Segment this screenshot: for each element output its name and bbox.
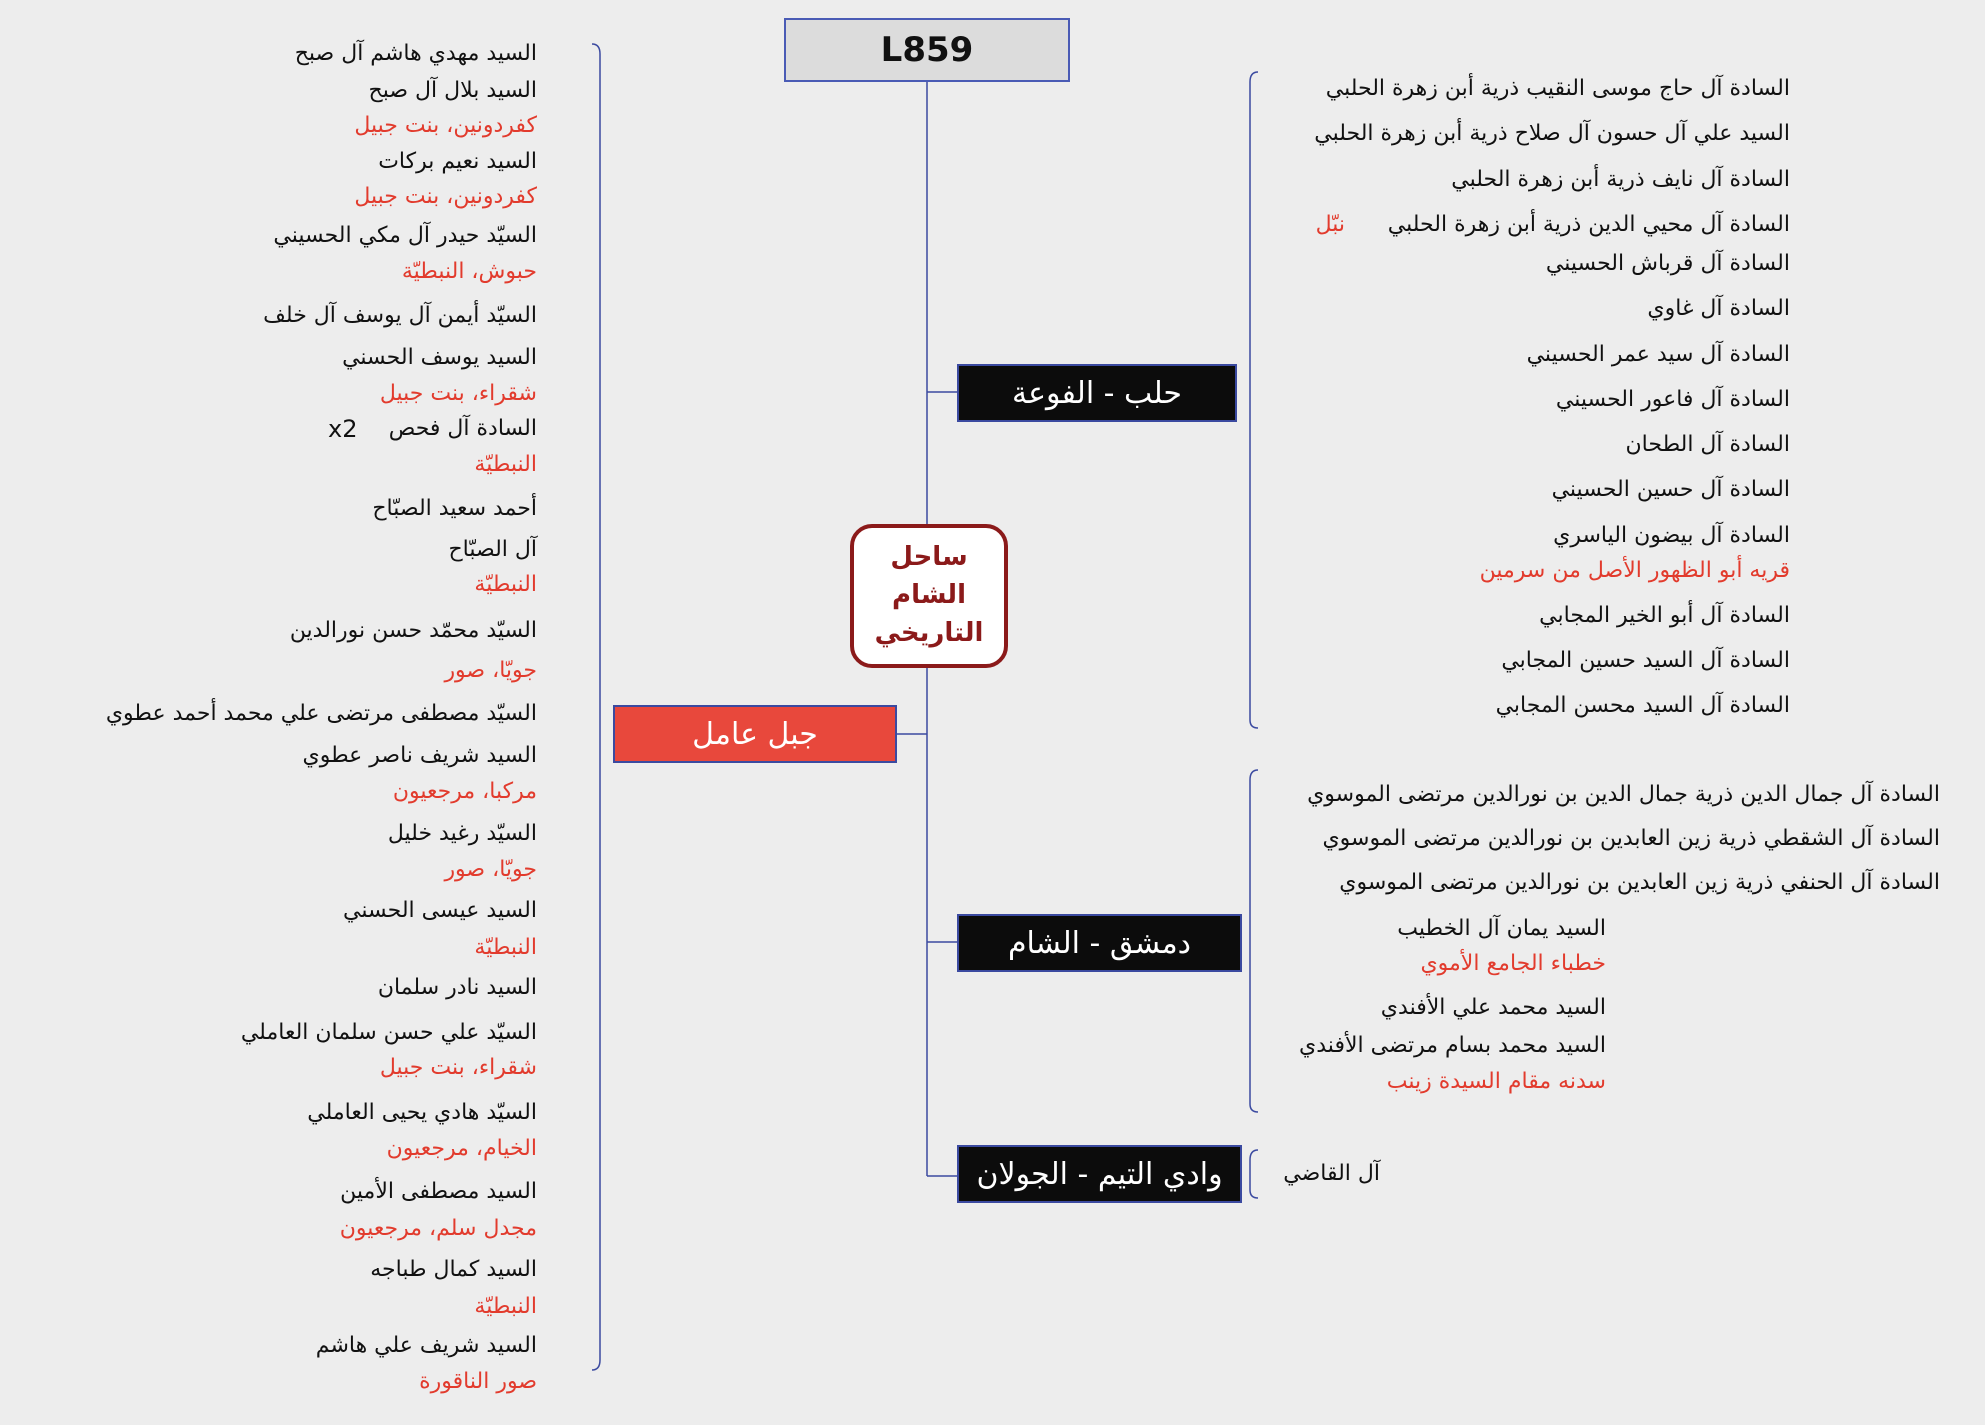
lineage-item: السادة آل حسين الحسيني — [1551, 477, 1790, 502]
lineage-item: السادة آل الحنفي ذرية زين العابدين بن نورالدين مرتضى الموسوي — [1339, 870, 1940, 895]
branch-dimashq — [957, 914, 1242, 972]
location-note: حبوش، النبطيّة — [401, 259, 537, 284]
root-node — [784, 18, 1070, 82]
location-note: مجدل سلم، مرجعيون — [339, 1216, 537, 1241]
location-note: جويّا، صور — [444, 857, 537, 882]
lineage-item: السادة آل نايف ذرية أبن زهرة الحلبي — [1451, 167, 1790, 192]
lineage-item: السيد محمد علي الأفندي — [1380, 995, 1606, 1020]
branch-jabal — [613, 705, 897, 763]
lineage-item: السيد محمد بسام مرتضى الأفندي — [1299, 1033, 1606, 1058]
location-note: النبطيّة — [474, 452, 537, 477]
branch-label: وادي التيم - الجولان — [976, 1156, 1223, 1192]
lineage-item: السيّد محمّد حسن نورالدين — [289, 618, 537, 643]
lineage-item: السادة آل حاج موسى النقيب ذرية أبن زهرة الحلبي — [1325, 76, 1790, 101]
lineage-item: أحمد سعيد الصبّاح — [372, 496, 537, 521]
lineage-item: السيّد هادي يحيى العاملي — [307, 1100, 537, 1125]
location-note: كفردونين، بنت جبيل — [354, 184, 537, 209]
lineage-item: السيد مهدي هاشم آل صبح — [294, 41, 537, 66]
branch-label: حلب - الفوعة — [1012, 375, 1182, 411]
lineage-item: السيد شريف ناصر عطوي — [302, 743, 537, 768]
root-label: L859 — [880, 30, 974, 70]
lineage-item: آل القاضي — [1283, 1161, 1380, 1186]
location-note: الخيام، مرجعيون — [386, 1136, 537, 1161]
lineage-item: السيد عيسى الحسني — [343, 898, 537, 923]
lineage-item: السادة آل الطحان — [1625, 432, 1790, 457]
location-note: النبطيّة — [474, 572, 537, 597]
location-note: شقراء، بنت جبيل — [379, 381, 537, 406]
branch-wadi — [957, 1145, 1242, 1203]
location-note: صور الناقورة — [419, 1369, 537, 1394]
lineage-item: السادة آل السيد محسن المجابي — [1495, 693, 1790, 718]
lineage-item: السيد شريف علي هاشم — [315, 1333, 537, 1358]
lineage-item: السادة آل الشقطي ذرية زين العابدين بن نورالدين مرتضى الموسوي — [1322, 826, 1940, 851]
branch-label: جبل عامل — [692, 716, 818, 752]
location-note: النبطيّة — [474, 1294, 537, 1319]
lineage-item: السيد مصطفى الأمين — [340, 1179, 537, 1204]
location-note: جويّا، صور — [444, 658, 537, 683]
multiplier-label: x2 — [328, 415, 358, 443]
lineage-item: السيد علي آل حسون آل صلاح ذرية أبن زهرة الحلبي — [1314, 121, 1790, 146]
lineage-item: السيد كمال طباجه — [370, 1257, 537, 1282]
location-note: سدنه مقام السيدة زينب — [1386, 1069, 1606, 1094]
lineage-item: السادة آل غاوي — [1647, 296, 1790, 321]
center-node: ساحل الشام التاريخي — [850, 524, 1008, 668]
location-note: النبطيّة — [474, 935, 537, 960]
lineage-item: السادة آل السيد حسين المجابي — [1501, 648, 1790, 673]
lineage-item: آل الصبّاح — [448, 537, 537, 562]
lineage-item: السادة آل بيضون الياسري — [1553, 523, 1790, 548]
lineage-item: السادة آل فاعور الحسيني — [1555, 387, 1790, 412]
lineage-item: السيد يوسف الحسني — [342, 345, 537, 370]
lineage-item: السيّد حيدر آل مكي الحسيني — [273, 223, 537, 248]
lineage-item: السادة آل قرباش الحسيني — [1545, 251, 1790, 276]
lineage-item: السيد يمان آل الخطيب — [1397, 916, 1606, 941]
location-note: شقراء، بنت جبيل — [379, 1055, 537, 1080]
lineage-item: السيّد مصطفى مرتضى علي محمد أحمد عطوي — [105, 701, 537, 726]
lineage-item: السيد بلال آل صبح — [368, 78, 537, 103]
lineage-item: السادة آل سيد عمر الحسيني — [1526, 342, 1790, 367]
lineage-item: السيد نادر سلمان — [377, 975, 537, 1000]
location-note: مركبا، مرجعيون — [392, 779, 537, 804]
location-note: قريه أبو الظهور الأصل من سرمين — [1479, 558, 1790, 583]
lineage-item: السادة آل محيي الدين ذرية أبن زهرة الحلبي — [1387, 212, 1790, 237]
location-note: خطباء الجامع الأموي — [1420, 951, 1606, 976]
lineage-item: السيّد أيمن آل يوسف آل خلف — [263, 303, 537, 328]
lineage-item: السادة آل جمال الدين ذرية جمال الدين بن نورالدين مرتضى الموسوي — [1307, 782, 1940, 807]
location-note: نبّل — [1315, 212, 1345, 237]
branch-label: دمشق - الشام — [1007, 925, 1192, 961]
lineage-item: السيّد رغيد خليل — [387, 821, 537, 846]
lineage-item: السيّد علي حسن سلمان العاملي — [240, 1020, 537, 1045]
lineage-item: السادة آل أبو الخير المجابي — [1539, 603, 1790, 628]
lineage-item: السيد نعيم بركات — [378, 149, 537, 174]
branch-halab — [957, 364, 1237, 422]
location-note: كفردونين، بنت جبيل — [354, 113, 537, 138]
lineage-item: السادة آل فحص — [388, 416, 537, 441]
